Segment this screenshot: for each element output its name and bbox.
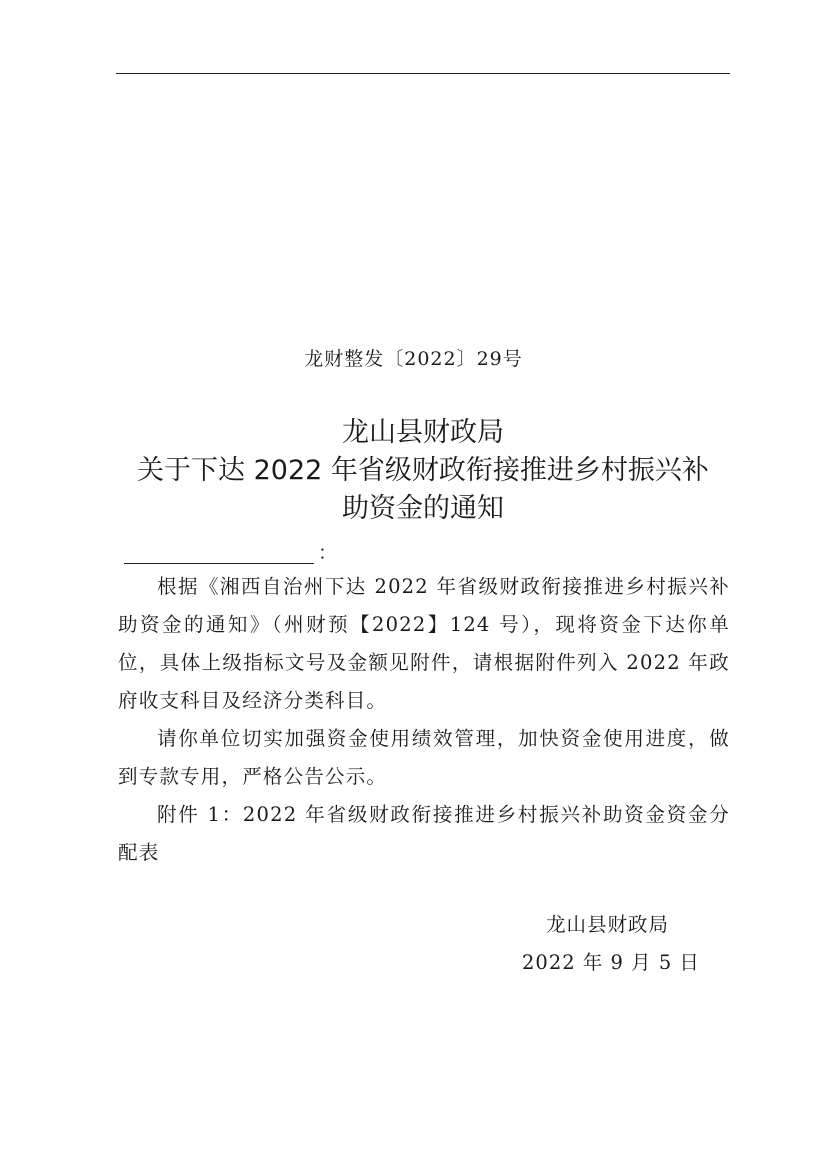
document-title — [116, 414, 730, 528]
header-rule — [116, 73, 730, 74]
signature-block — [500, 906, 700, 982]
body-paragraph-1: 根据《湘西自治州下达 2022 年省级财政衔接推进乡村振兴补助资金的通知》（州财预【2022】124 号），现将资金下达你单位，具体上级指标文号及金额见附件，请根据附件列入 2022 年政府收支科目及经济分类科目。 — [118, 575, 730, 712]
signing-organization: 龙山县财政局 — [546, 913, 670, 936]
signing-date: 2022 年 9 月 5 日 — [522, 951, 700, 974]
document-number: 龙财整发〔2022〕29号 — [304, 348, 523, 370]
title-line-3: 助资金的通知 — [342, 493, 504, 524]
recipient-blank — [124, 541, 314, 564]
recipient-colon: ： — [318, 542, 338, 564]
document-body — [118, 568, 730, 872]
title-line-1: 龙山县财政局 — [342, 417, 504, 448]
title-line-2: 关于下达 2022 年省级财政衔接推进乡村振兴补 — [137, 455, 709, 486]
recipient-line — [124, 538, 337, 564]
body-paragraph-2: 请你单位切实加强资金使用绩效管理，加快资金使用进度，做到专款专用，严格公告公示。 — [118, 727, 730, 788]
attachment-note: 附件 1：2022 年省级财政衔接推进乡村振兴补助资金资金分配表 — [118, 803, 730, 864]
